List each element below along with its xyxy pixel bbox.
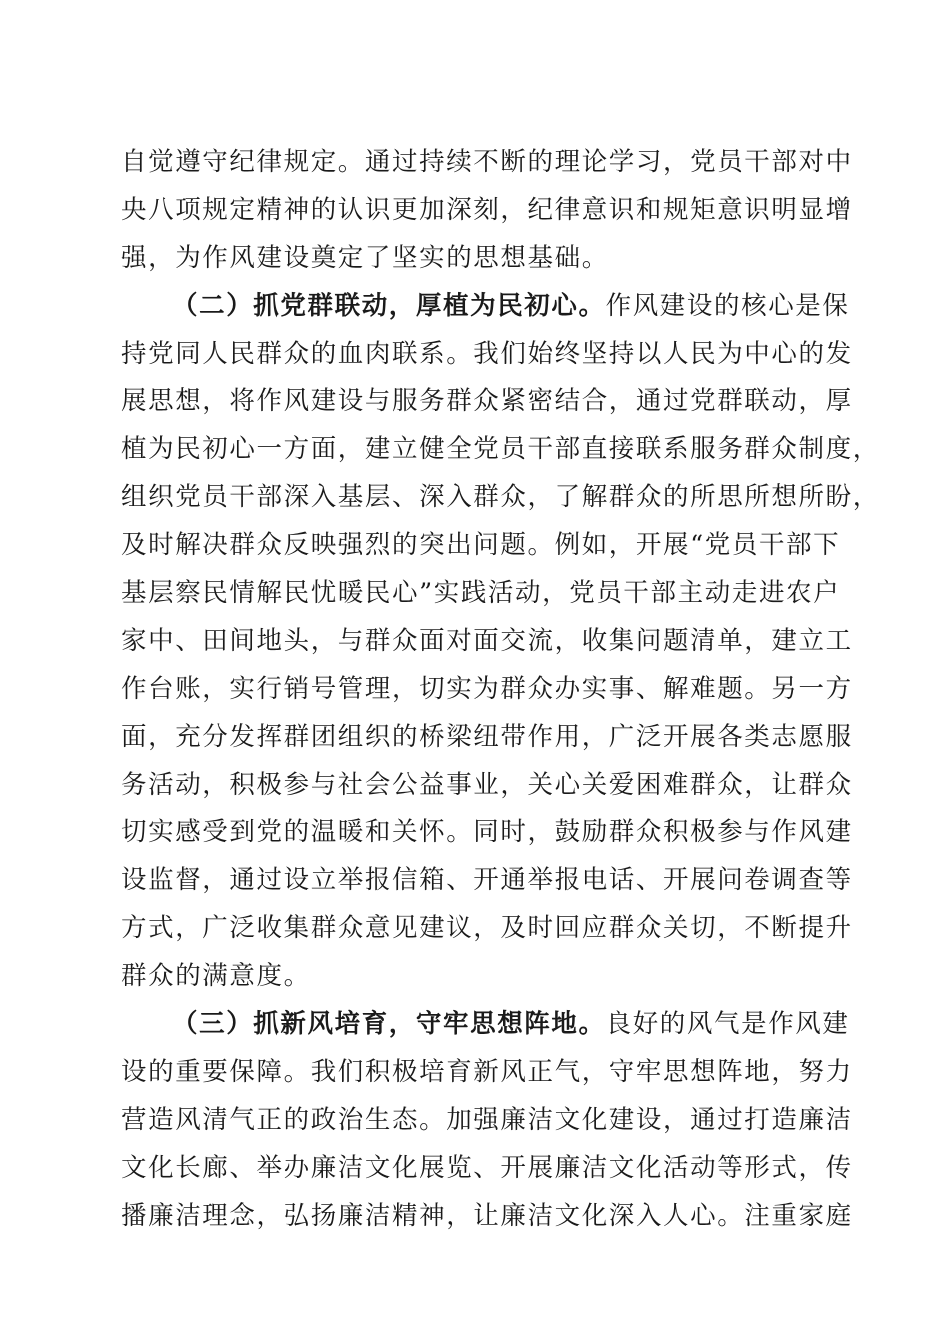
paragraph-first-line xyxy=(121,1001,850,1049)
text-line: 作台账，实行销号管理，切实为群众办实事、解难题。另一方 xyxy=(121,673,853,704)
section-heading: （三）抓新风培育，守牢思想阵地。 xyxy=(172,1009,606,1040)
text-line: 自觉遵守纪律规定。通过持续不断的理论学习，党员干部对中 xyxy=(121,147,853,177)
text-line: 家中、田间地头，与群众面对面交流，收集问题清单，建立工 xyxy=(121,625,853,656)
paragraph-1 xyxy=(121,139,853,283)
text-run: 作风建设的核心是保 xyxy=(605,290,850,321)
text-line: 务活动，积极参与社会公益事业，关心关爱困难群众，让群众 xyxy=(121,769,853,800)
paragraph-first-line xyxy=(121,283,850,331)
paragraph-2 xyxy=(121,283,880,1001)
text-line: 展思想，将作风建设与服务群众紧密结合，通过党群联动，厚 xyxy=(121,386,853,417)
text-line: 设的重要保障。我们积极培育新风正气，守牢思想阵地，努力 xyxy=(121,1056,853,1087)
text-line: 方式，广泛收集群众意见建议，及时回应群众关切，不断提升 xyxy=(121,913,853,944)
text-line: 强，为作风建设奠定了坚实的思想基础。 xyxy=(121,242,609,273)
text-line: 及时解决群众反映强烈的突出问题。例如，开展“党员干部下 xyxy=(121,530,841,561)
text-line: 植为民初心一方面，建立健全党员干部直接联系服务群众制度， xyxy=(121,434,880,465)
text-line: 面，充分发挥群团组织的桥梁纽带作用，广泛开展各类志愿服 xyxy=(121,721,853,752)
text-line: 切实感受到党的温暖和关怀。同时，鼓励群众积极参与作风建 xyxy=(121,817,853,848)
text-line: 组织党员干部深入基层、深入群众，了解群众的所思所想所盼， xyxy=(121,482,880,513)
body-text xyxy=(121,139,880,1240)
text-line: 营造风清气正的政治生态。加强廉洁文化建设，通过打造廉洁 xyxy=(121,1104,853,1135)
text-line: 持党同人民群众的血肉联系。我们始终坚持以人民为中心的发 xyxy=(121,338,853,369)
text-line: 群众的满意度。 xyxy=(121,961,311,992)
text-line: 设监督，通过设立举报信箱、开通举报电话、开展问卷调查等 xyxy=(121,865,853,896)
text-line: 央八项规定精神的认识更加深刻，纪律意识和规矩意识明显增 xyxy=(121,194,853,225)
text-run: 良好的风气是作风建 xyxy=(605,1009,850,1040)
text-line: 播廉洁理念，弘扬廉洁精神，让廉洁文化深入人心。注重家庭 xyxy=(121,1200,853,1231)
text-line: 文化长廊、举办廉洁文化展览、开展廉洁文化活动等形式，传 xyxy=(121,1152,853,1183)
text-line: 基层察民情解民忧暖民心”实践活动，党员干部主动走进农户 xyxy=(121,578,841,609)
section-heading: （二）抓党群联动，厚植为民初心。 xyxy=(172,290,606,321)
paragraph-3 xyxy=(121,1001,853,1240)
